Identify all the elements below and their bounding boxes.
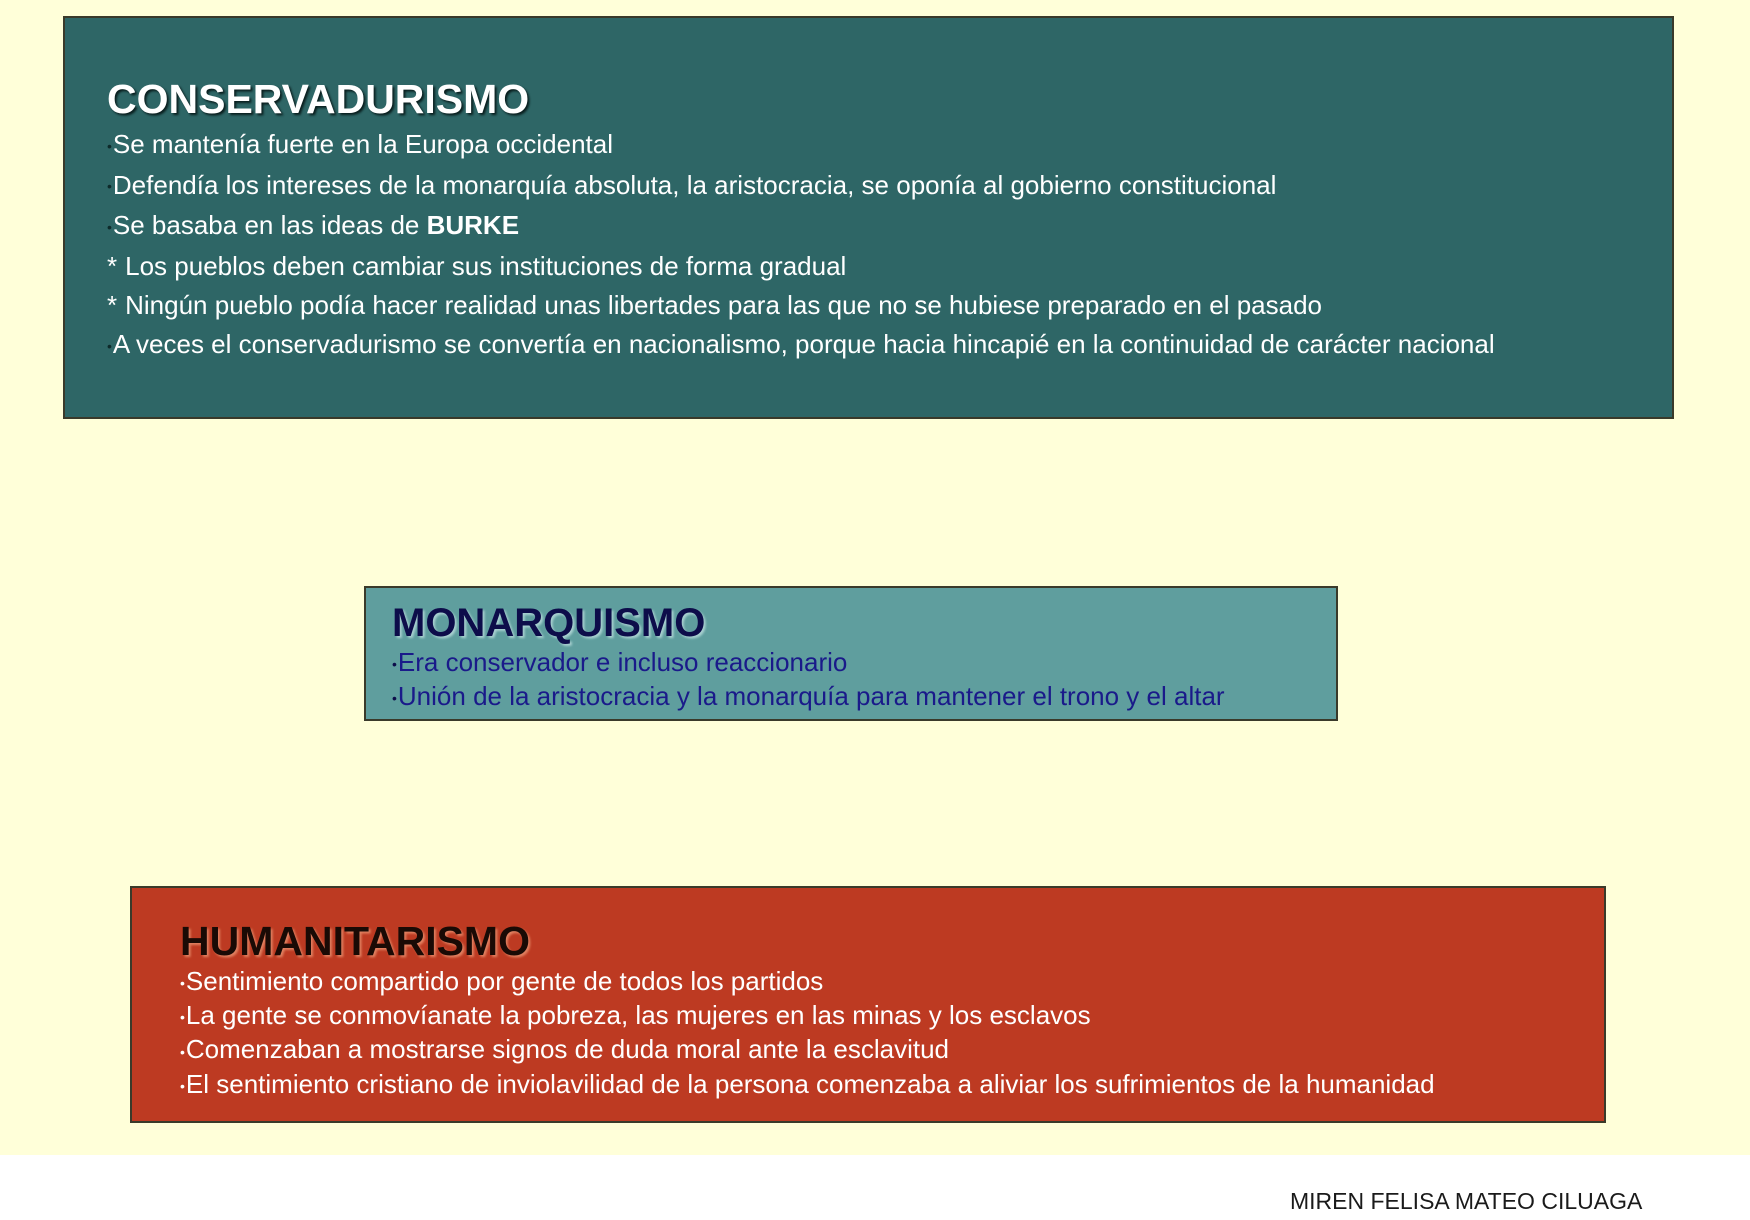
humanitarismo-item: •Sentimiento compartido por gente de todos los partidos xyxy=(180,965,1604,999)
monarquismo-item: •Unión de la aristocracia y la monarquía para mantener el trono y el altar xyxy=(392,680,1336,714)
monarquismo-item: •Era conservador e incluso reaccionario xyxy=(392,646,1336,680)
burke-emphasis: BURKE xyxy=(426,210,520,241)
humanitarismo-box xyxy=(130,886,1606,1123)
bullet-icon: • xyxy=(107,137,112,154)
bullet-icon: • xyxy=(392,690,397,707)
bullet-icon: • xyxy=(180,1043,185,1060)
conservadurismo-subitem: * Ningún pueblo podía hacer realidad unas libertades para las que no se hubiese preparado en el pasado xyxy=(107,290,1323,321)
conservadurismo-subitem: * Los pueblos deben cambiar sus instituciones de forma gradual xyxy=(107,251,847,282)
bullet-icon: • xyxy=(107,219,112,236)
asterisk-icon: * xyxy=(107,290,118,321)
bullet-icon: • xyxy=(107,337,112,354)
conservadurismo-item: •Defendía los intereses de la monarquía absoluta, la aristocracia, se oponía al gobierno constitucional xyxy=(107,166,1672,207)
humanitarismo-item: •Comenzaban a mostrarse signos de duda moral ante la esclavitud xyxy=(180,1033,1604,1067)
monarquismo-box xyxy=(364,586,1338,721)
humanitarismo-item: •El sentimiento cristiano de inviolavilidad de la persona comenzaba a aliviar los sufrimientos de la humanidad xyxy=(180,1068,1604,1102)
humanitarismo-item: •La gente se conmovíanate la pobreza, las mujeres en las minas y los esclavos xyxy=(180,999,1604,1033)
conservadurismo-box xyxy=(63,16,1674,419)
conservadurismo-title: CONSERVADURISMO xyxy=(107,76,530,122)
bullet-icon: • xyxy=(392,656,397,673)
conservadurismo-item: •Se basaba en las ideas de BURKE xyxy=(107,206,1672,247)
conservadurismo-item: •A veces el conservadurismo se convertía en nacionalismo, porque hacia hincapié en la continuidad de carácter nacional xyxy=(107,325,1672,366)
author-credit: MIREN FELISA MATEO CILUAGA xyxy=(1290,1188,1643,1214)
conservadurismo-item: •Se mantenía fuerte en la Europa occidental xyxy=(107,125,1672,166)
monarquismo-title: MONARQUISMO xyxy=(392,601,706,645)
bullet-icon: • xyxy=(180,1009,185,1026)
bullet-icon: • xyxy=(107,178,112,195)
humanitarismo-title: HUMANITARISMO xyxy=(180,918,530,964)
bullet-icon: • xyxy=(180,975,185,992)
bullet-icon: • xyxy=(180,1077,185,1094)
asterisk-icon: * xyxy=(107,251,118,282)
